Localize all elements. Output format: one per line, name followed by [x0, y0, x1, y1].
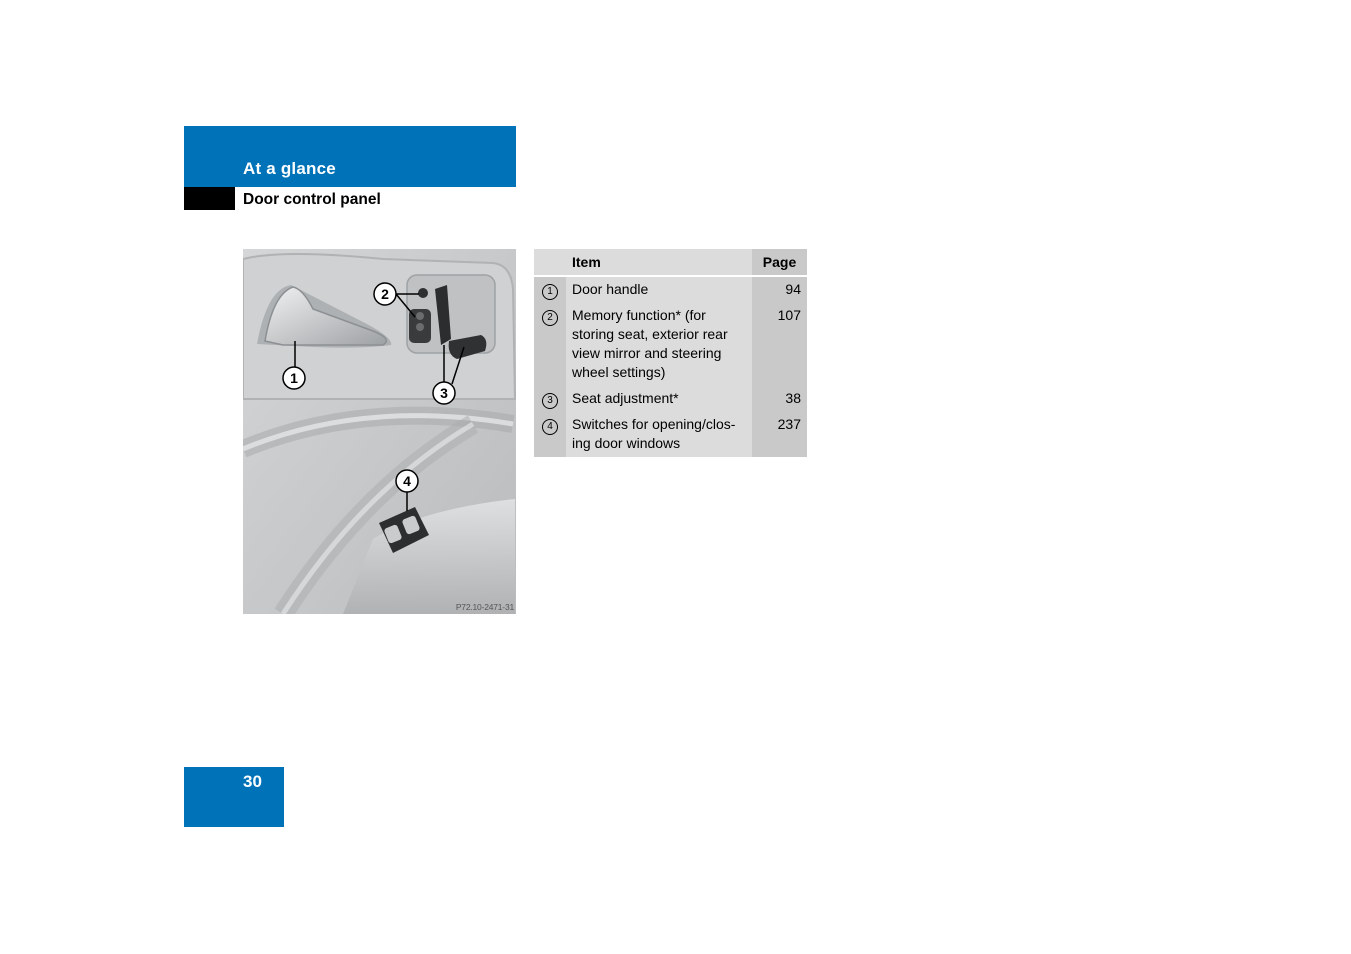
item-number: 1 — [542, 284, 558, 300]
items-table — [534, 249, 807, 457]
page-number-band — [184, 767, 284, 827]
item-page: 38 — [752, 386, 807, 412]
item-number: 3 — [542, 393, 558, 409]
item-page: 107 — [752, 303, 807, 386]
svg-text:4: 4 — [403, 473, 411, 489]
subsection-title: Door control panel — [243, 191, 381, 208]
svg-text:2: 2 — [381, 286, 389, 302]
header-band — [184, 126, 516, 187]
table-header-row — [534, 249, 807, 276]
item-description: Door handle — [566, 276, 752, 303]
svg-text:1: 1 — [290, 370, 298, 386]
callout-1 — [283, 367, 305, 389]
item-description: Memory function* (for storing seat, exterior rear view mirror and steering wheel settings) — [566, 303, 752, 386]
column-header-number — [534, 249, 566, 276]
table-row — [534, 386, 807, 412]
callout-2 — [374, 283, 396, 305]
svg-text:3: 3 — [440, 385, 448, 401]
item-number: 4 — [542, 419, 558, 435]
column-header-page: Page — [752, 249, 807, 276]
figure-code: P72.10-2471-31 — [455, 602, 514, 612]
item-description: Switches for opening/clos-ing door windows — [566, 412, 752, 457]
subsection-marker — [184, 187, 235, 210]
callout-4 — [396, 470, 418, 492]
table-row — [534, 412, 807, 457]
item-page: 237 — [752, 412, 807, 457]
table-row — [534, 303, 807, 386]
item-description: Seat adjustment* — [566, 386, 752, 412]
item-number: 2 — [542, 310, 558, 326]
item-page: 94 — [752, 276, 807, 303]
page-number: 30 — [243, 772, 262, 791]
section-title: At a glance — [243, 159, 336, 178]
callout-3 — [433, 382, 455, 404]
column-header-item: Item — [566, 249, 752, 276]
door-panel-illustration — [243, 249, 516, 614]
table-row — [534, 276, 807, 303]
